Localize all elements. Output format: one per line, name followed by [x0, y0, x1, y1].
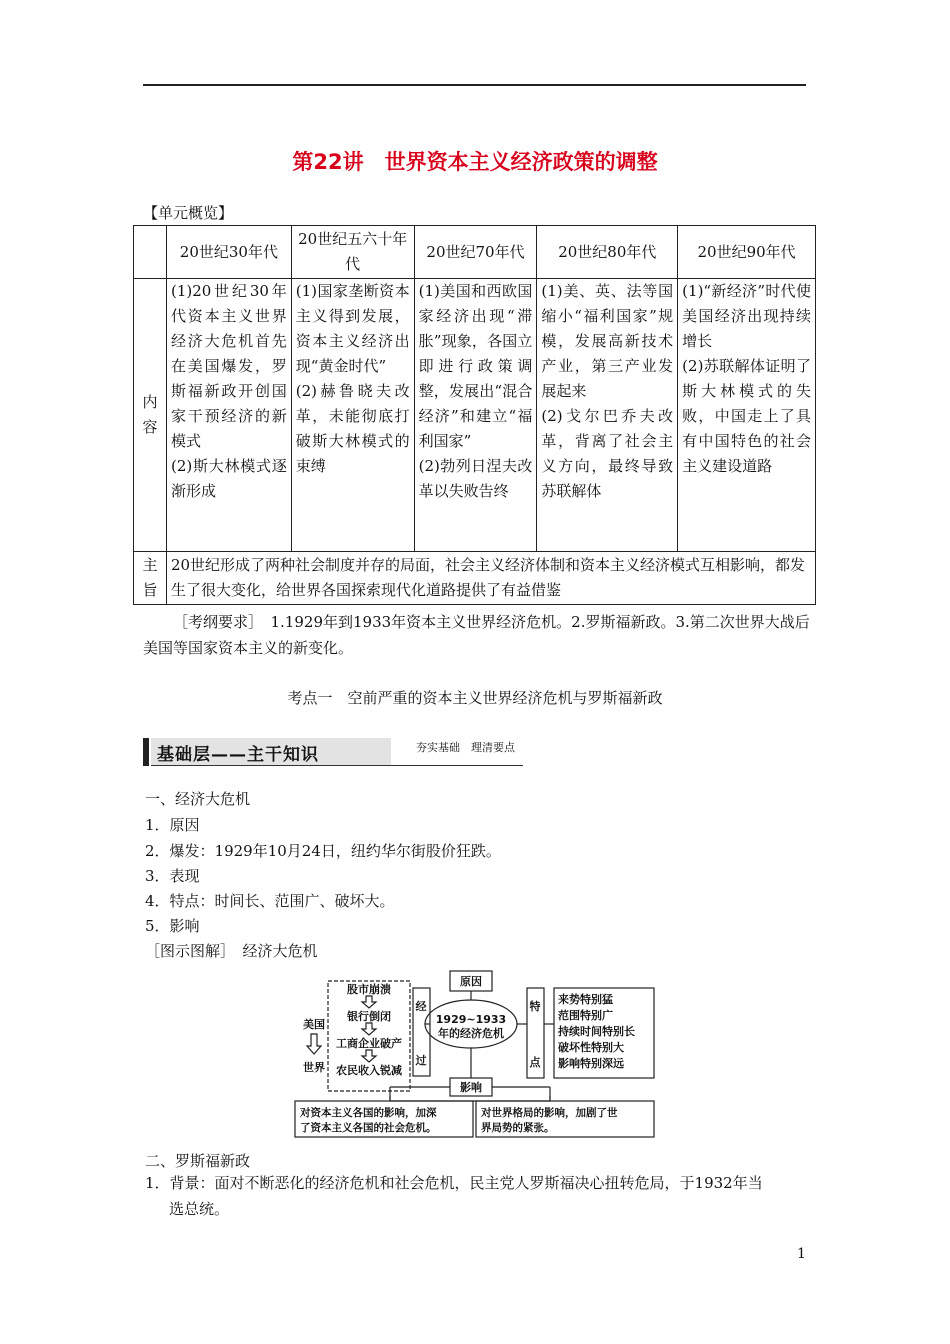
list-item: 1．原因	[145, 816, 200, 834]
center-label-2: 年的经济危机	[438, 1027, 504, 1040]
kaodian-heading: 考点一 空前严重的资本主义世界经济危机与罗斯福新政	[287, 689, 663, 707]
impact-left-line: 对资本主义各国的影响，加深	[300, 1107, 437, 1119]
content-label: 内容	[134, 279, 167, 552]
content-cell: (1)20世纪30年代资本主义世界经济大危机首先在美国爆发，罗斯福新政开创国家干预经济的新模式 (2)斯大林模式逐渐形成	[166, 279, 291, 552]
band-title: 基础层——主干知识	[157, 745, 319, 765]
feature-item: 影响特别深远	[558, 1057, 624, 1070]
down-arrow-icon	[362, 1050, 376, 1062]
section2-item-1	[145, 1170, 810, 1222]
content-cell: (1)国家垄断资本主义得到发展，资本主义经济出现“黄金时代” (2)赫鲁晓夫改革，未能彻底打破斯大林模式的束缚	[291, 279, 414, 552]
list-item: 2．爆发：1929年10月24日，纽约华尔街股价狂跌。	[145, 842, 501, 860]
impact-label: 影响	[460, 1081, 482, 1094]
item-line: 1．背景：面对不断恶化的经济危机和社会危机，民主党人罗斯福决心扭转危局，于1932年当	[145, 1174, 763, 1192]
feature-item: 来势特别猛	[558, 993, 613, 1006]
header-cell: 20世纪80年代	[537, 226, 678, 279]
feature-item: 范围特别广	[558, 1009, 613, 1022]
down-arrow-icon	[307, 1034, 321, 1054]
header-cell: 20世纪五六十年代	[291, 226, 414, 279]
down-arrow-icon	[362, 996, 376, 1008]
content-cell: (1)美国和西欧国家经济出现“滞胀”现象，各国立即进行政策调整，发展出“混合经济”和建立“福利国家” (2)勃列日涅夫改革以失败告终	[414, 279, 537, 552]
header-cell: 20世纪70年代	[414, 226, 537, 279]
content-cell: (1)美、英、法等国缩小“福利国家”规模，发展高新技术产业，第三产业发展起来 (2)戈尔巴乔夫改革，背离了社会主义方向，最终导致苏联解体	[537, 279, 678, 552]
overview-header-row	[134, 226, 816, 279]
band-note: 夯实基础 理清要点	[416, 741, 515, 754]
section2-heading: 二、罗斯福新政	[145, 1152, 251, 1170]
down-arrow-icon	[362, 1023, 376, 1035]
chain-item: 股市崩溃	[347, 983, 391, 996]
header-cell: 20世纪30年代	[166, 226, 291, 279]
overview-table	[133, 225, 816, 605]
usa-label: 美国	[303, 1018, 325, 1031]
theme-cell: 20世纪形成了两种社会制度并存的局面，社会主义经济体制和资本主义经济模式互相影响，都发生了很大变化，给世界各国探索现代化道路提供了有益借鉴	[166, 552, 815, 605]
band-bar	[143, 738, 149, 766]
list-item: 3．表现	[145, 867, 200, 885]
content-cell: (1)“新经济”时代使美国经济出现持续增长 (2)苏联解体证明了斯大林模式的失败，中国走上了具有中国特色的社会主义建设道路	[678, 279, 816, 552]
feature-item: 持续时间特别长	[558, 1025, 635, 1038]
impact-right-line: 界局势的紧张。	[481, 1122, 555, 1134]
item-line: 选总统。	[169, 1200, 230, 1218]
header-rule	[143, 84, 806, 86]
chain-item: 银行倒闭	[347, 1010, 391, 1023]
process-label-1: 经	[415, 1000, 427, 1013]
list-item: 5．影响	[145, 917, 200, 935]
process-label-2: 过	[415, 1054, 427, 1067]
overview-content-row	[134, 279, 816, 552]
section-band	[143, 738, 523, 766]
feature-item: 破坏性特别大	[558, 1041, 624, 1054]
header-cell	[134, 226, 167, 279]
unit-overview-label: 【单元概览】	[143, 204, 234, 222]
crisis-diagram	[290, 968, 660, 1140]
center-label-1: 1929~1933	[435, 1013, 507, 1026]
overview-theme-row	[134, 552, 816, 605]
feature-label-1: 特	[529, 1000, 541, 1013]
impact-right-line: 对世界格局的影响，加剧了世	[481, 1107, 618, 1119]
cause-label: 原因	[460, 975, 482, 988]
section1-heading: 一、经济大危机	[145, 790, 251, 808]
diagram-caption: ［图示图解］ 经济大危机	[145, 942, 318, 960]
header-cell: 20世纪90年代	[678, 226, 816, 279]
list-item: 4．特点：时间长、范围广、破坏大。	[145, 892, 395, 910]
impact-left-line: 了资本主义各国的社会危机。	[300, 1122, 437, 1134]
chain-item: 工商企业破产	[336, 1037, 402, 1050]
world-label: 世界	[303, 1061, 325, 1074]
page-number: 1	[797, 1246, 806, 1262]
feature-label-2: 点	[529, 1056, 541, 1069]
exam-requirements: ［考纲要求］ 1.1929年到1933年资本主义世界经济危机。2.罗斯福新政。3.第二次世界大战后美国等国家资本主义的新变化。	[143, 613, 810, 657]
band-rule	[151, 765, 523, 766]
chain-item: 农民收入锐减	[336, 1064, 402, 1077]
page-title: 第22讲 世界资本主义经济政策的调整	[292, 150, 658, 174]
theme-label: 主旨	[134, 552, 167, 605]
